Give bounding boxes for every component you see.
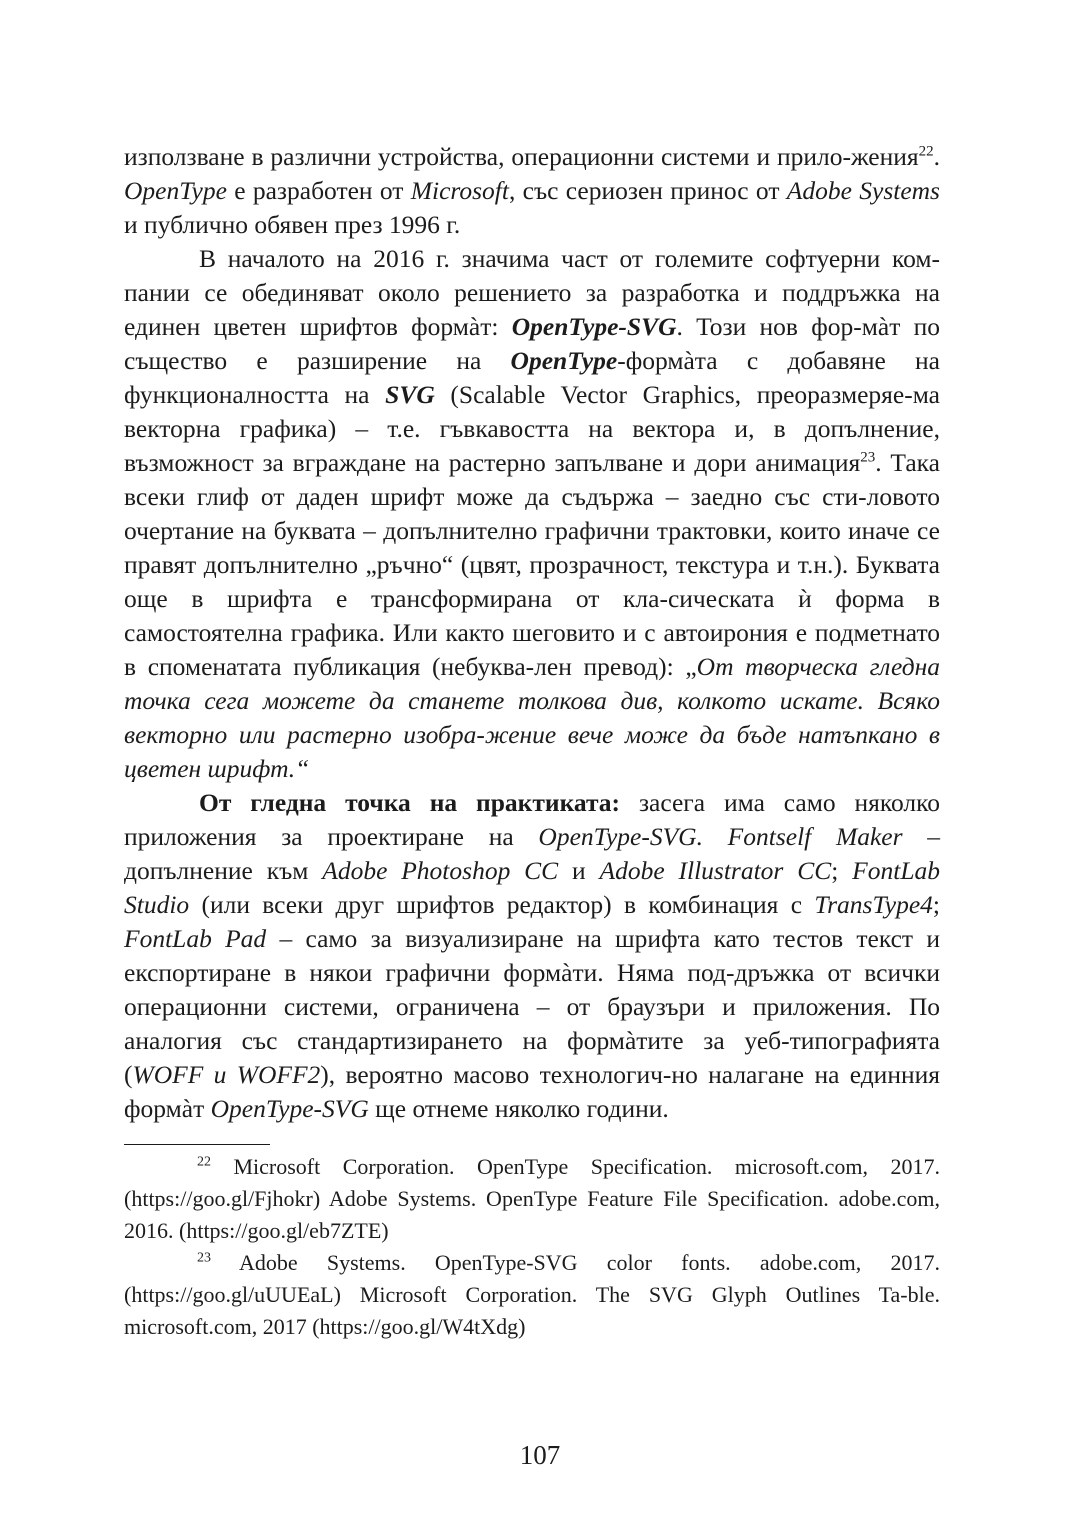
text-run: и (558, 856, 600, 885)
footnote-number: 22 (197, 1154, 211, 1170)
term-opentype-svg: OpenType-SVG (210, 1094, 369, 1123)
text-run: (Scalable Vector Graphics, преоразмеряе-ма векторна графика) – т.е. гъвкавостта на вектора и, в допълнение, възможност за вграждане на растерно запълване и дори анимация (124, 380, 940, 477)
term-photoshop: Adobe Photoshop CC (322, 856, 559, 885)
footnote-text: Adobe Systems. OpenType-SVG color fonts. adobe.com, 2017. (https://goo.gl/uUUEaL) Microsoft Corporation. The SVG Glyph Outlines Ta-ble. microsoft.com, 2017 (https://goo.gl/W4tXdg) (124, 1250, 940, 1339)
text-run: използване в различни устройства, операционни системи и прило-жения (124, 142, 919, 171)
footnote-text: Microsoft Corporation. OpenType Specification. microsoft.com, 2017. (https://goo.gl/Fjhokr) Adobe Systems. OpenType Feature File Specification. adobe.com, 2016. (https://goo.gl/eb7ZTE) (124, 1154, 940, 1243)
text-run: е разработен от (226, 176, 411, 205)
footnote-separator (124, 1144, 270, 1145)
term-opentype-svg-fontself: OpenType-SVG. Fontself Maker (538, 822, 903, 851)
text-run: , със сериозен принос от (508, 176, 787, 205)
footnote-22 (124, 1151, 940, 1247)
text-run: . (933, 142, 940, 171)
paragraph-3 (124, 786, 940, 1126)
paragraph-2 (124, 242, 940, 786)
text-run: ще отнеме няколко години. (368, 1094, 669, 1123)
page-body (124, 140, 940, 1343)
term-opentype: OpenType (124, 176, 227, 205)
term-fontlab-studio: FontLab Studio (124, 856, 940, 919)
text-run: В началото на 2016 г. значима част от големите софтуерни ком-пании се обединяват около решението за разработка и поддръжка на единен цветен шрифтов формàт: (124, 244, 940, 341)
page-number: 107 (519, 1440, 561, 1470)
text-run: засега има само няколко приложения за проектиране на (124, 788, 940, 851)
paragraph-1 (124, 140, 940, 242)
footnote-23 (124, 1247, 940, 1343)
footnote-number: 23 (197, 1250, 211, 1266)
text-run: – допълнение към (124, 822, 940, 885)
text-run: (или всеки друг шрифтов редактор) в комбинация с (189, 890, 815, 919)
text-run: . Този нов фор-мàт по същество е разширение на (124, 312, 941, 375)
text-run: ; (932, 890, 940, 919)
text-run: и публично обявен през 1996 г. (124, 210, 461, 239)
footnote-ref-23[interactable]: 23 (860, 449, 876, 466)
term-opentype: OpenType (510, 346, 618, 375)
text-run: ), вероятно масово технологич-но налагане на единния формàт (124, 1060, 941, 1123)
term-opentype-svg: OpenType-SVG (511, 312, 677, 341)
term-fontlab-pad: FontLab Pad (124, 924, 267, 953)
term-transtype: TransType4 (814, 890, 933, 919)
text-run: – само за визуализиране на шрифта като тестов текст и експортиране в някои графични формàти. Няма под-дръжка от всички операционни системи, ограничена – от браузъри и приложения. По аналогия със стандартизирането на формàтите за уеб-типографията ( (124, 924, 940, 1089)
term-illustrator: Adobe Illustrator CC (599, 856, 832, 885)
footnote-ref-22[interactable]: 22 (918, 143, 934, 160)
paragraph-lead: От гледна точка на практиката: (199, 788, 621, 817)
term-adobe-systems: Adobe Systems (786, 176, 940, 205)
term-woff: WOFF и WOFF2 (132, 1060, 321, 1089)
quote: От творческа гледна точка сега можете да станете толкова див, колкото искате. Всяко векторно или растерно изобра-жение вече може да бъде натъпкано в цветен шрифт.“ (124, 652, 940, 783)
term-svg: SVG (385, 380, 435, 409)
text-run: . Така всеки глиф от даден шрифт може да съдържа – заедно със сти-ловото очертание на буквата – допълнително графични трактовки, които иначе се правят допълнително „ръчно“ (цвят, прозрачност, текстура и т.н.). Буквата още в шрифта е трансформирана от кла-сическата ѝ форма в самостоятелна графика. Или както шеговито и с автоирония е подметнато в споменатата публикация (небуква-лен превод): „ (124, 448, 940, 681)
term-microsoft: Microsoft (410, 176, 509, 205)
text-run: ; (831, 856, 853, 885)
text-run: -формàта с добавяне на функционалността на (124, 346, 940, 409)
